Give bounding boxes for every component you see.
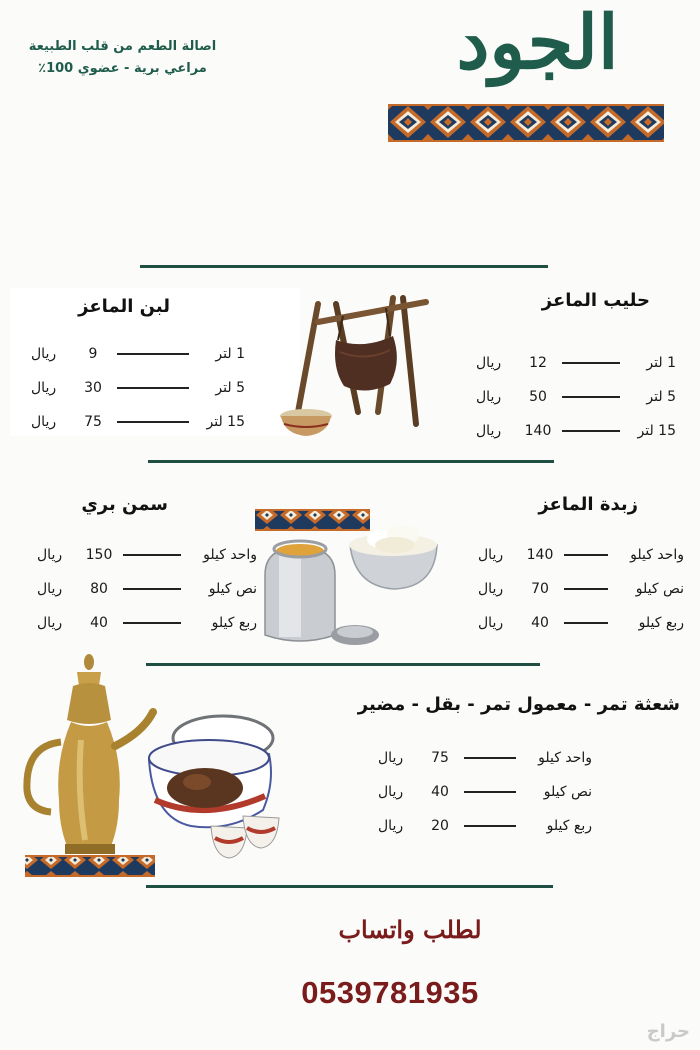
price-table-goat-milk [466,346,676,448]
dash-line [123,588,181,590]
unit-label: ربع كيلو [546,818,592,834]
price-value: 30 [84,380,102,396]
unit-label: 5 لتر [646,389,676,405]
unit-label: 5 لتر [215,380,245,396]
price-value: 40 [90,615,108,631]
currency-label: ريال [31,414,57,430]
dash-line [464,791,516,793]
tagline-line-2: مراعي برية - عضوي 100٪ [38,61,207,76]
price-row [370,809,592,843]
price-value: 9 [88,346,98,362]
price-row [22,572,257,606]
price-row [466,414,676,448]
unit-label: واحد كيلو [630,547,684,563]
price-row [462,572,684,606]
price-row [370,741,592,775]
unit-label: نص كيلو [635,581,684,597]
tagline-line-1: اصالة الطعم من قلب الطبيعة [28,39,217,54]
dash-line [564,622,608,624]
milk-churn-illustration [278,292,443,442]
currency-label: ريال [476,389,502,405]
price-value: 140 [526,547,554,563]
unit-label: 15 لتر [206,414,245,430]
price-row [22,606,257,640]
tagline [20,36,225,80]
divider [140,265,548,268]
section-title-goat-milk: حليب الماعز [541,290,650,311]
currency-label: ريال [31,380,57,396]
dash-line [123,622,181,624]
price-table-dates-mix [370,741,592,843]
currency-label: ريال [478,547,504,563]
unit-label: 1 لتر [646,355,676,371]
price-row [22,538,257,572]
dallah-dates-illustration [15,650,290,882]
section-title-goat-laban: لبن الماعز [78,296,170,317]
unit-label: 1 لتر [215,346,245,362]
currency-label: ريال [37,615,63,631]
brand-logo: الجود [456,0,619,86]
dash-line [117,421,189,423]
unit-label: واحد كيلو [538,750,592,766]
currency-label: ريال [378,784,404,800]
price-value: 70 [531,581,549,597]
dash-line [564,588,608,590]
price-row [370,775,592,809]
dash-line [564,554,608,556]
divider [146,885,553,888]
dash-line [117,353,189,355]
price-value: 12 [529,355,547,371]
price-table-goat-butter [462,538,684,640]
dash-line [562,430,620,432]
currency-label: ريال [476,423,502,439]
price-row [466,380,676,414]
currency-label: ريال [31,346,57,362]
unit-label: 15 لتر [637,423,676,439]
dash-line [562,362,620,364]
section-title-dates-mix: شعثة تمر - معمول تمر - بقل - مضير [357,694,680,715]
price-value: 40 [531,615,549,631]
dash-line [464,757,516,759]
watermark: حراج [646,1021,690,1042]
dash-line [123,554,181,556]
dash-line [464,825,516,827]
price-row [462,606,684,640]
price-table-wild-ghee [22,538,257,640]
price-value: 80 [90,581,108,597]
unit-label: نص كيلو [543,784,592,800]
unit-label: واحد كيلو [203,547,257,563]
divider [148,460,554,463]
price-value: 40 [431,784,449,800]
currency-label: ريال [37,547,63,563]
currency-label: ريال [478,615,504,631]
price-value: 75 [84,414,102,430]
price-table-goat-laban [30,337,245,439]
currency-label: ريال [476,355,502,371]
currency-label: ريال [378,818,404,834]
phone-number[interactable]: 0539781935 [301,975,479,1010]
dash-line [562,396,620,398]
section-title-goat-butter: زبدة الماعز [538,494,638,515]
order-label: لطلب واتساب [338,915,482,944]
ghee-butter-illustration [255,505,445,655]
price-row [30,405,245,439]
price-value: 150 [85,547,113,563]
unit-label: نص كيلو [208,581,257,597]
price-value: 75 [431,750,449,766]
price-row [30,337,245,371]
unit-label: ربع كيلو [638,615,684,631]
price-value: 20 [431,818,449,834]
kilim-banner [388,104,664,142]
price-value: 140 [524,423,552,439]
price-row [30,371,245,405]
unit-label: ربع كيلو [211,615,257,631]
currency-label: ريال [378,750,404,766]
currency-label: ريال [478,581,504,597]
dash-line [117,387,189,389]
currency-label: ريال [37,581,63,597]
price-row [466,346,676,380]
price-value: 50 [529,389,547,405]
price-row [462,538,684,572]
section-title-wild-ghee: سمن بري [81,494,168,515]
